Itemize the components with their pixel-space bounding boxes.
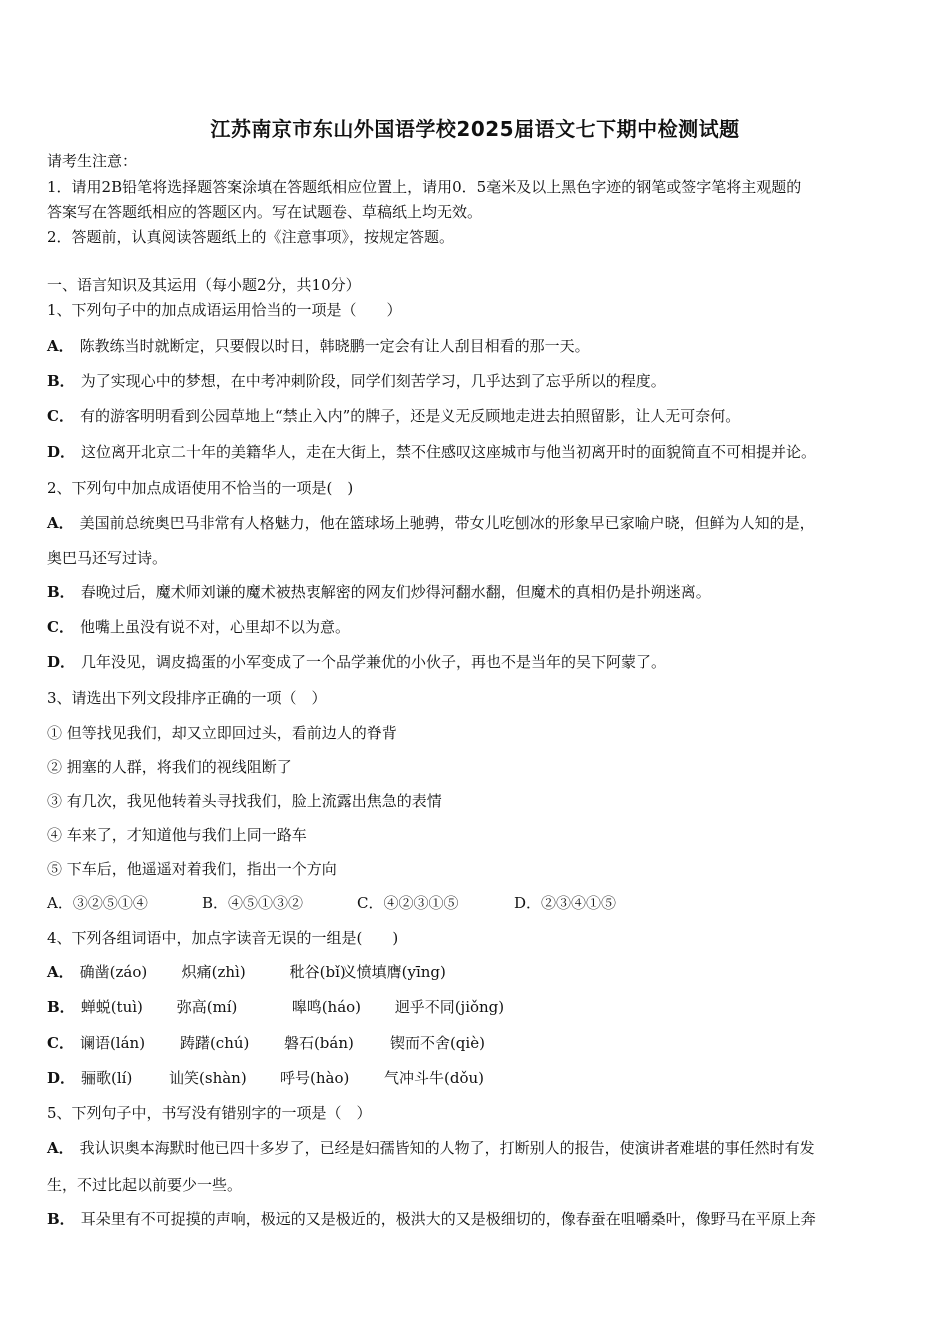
option-letter: A．: [47, 963, 74, 981]
notice-item-1-cont: 答案写在答题纸相应的答题区内。写在试题卷、草稿纸上均无效。: [47, 203, 483, 221]
option-letter: A．: [47, 1139, 74, 1157]
page-title: 江苏南京市东山外国语学校2025届语文七下期中检测试题: [210, 117, 740, 141]
option-b: B．④⑤①③②: [202, 894, 304, 912]
section-heading: 一、语言知识及其运用（每小题2分，共10分）: [47, 276, 361, 294]
option-text: 耳朵里有不可捉摸的声响，极远的又是极近的，极洪大的又是极细切的，像春蚕在咀嚼桑叶，像野马在平原上奔: [80, 1210, 816, 1228]
word: 讪笑(shàn): [169, 1069, 247, 1087]
question-1-option-b: [47, 371, 666, 391]
question-1-option-d: [47, 442, 816, 462]
word: 秕谷(bǐ): [289, 963, 346, 981]
question-4-option-c: [47, 1033, 485, 1053]
option-text: 他嘴上虽没有说不对，心里却不以为意。: [79, 618, 350, 636]
option-letter: B．: [47, 372, 75, 390]
sentence-4: ④ 车来了，才知道他与我们上同一路车: [47, 826, 307, 844]
word: 嗥鸣(háo): [291, 998, 362, 1016]
option-text: 我认识奥本海默时他已四十多岁了，已经是妇孺皆知的人物了，打断别人的报告，使演讲者难堪的事任然时有发: [79, 1139, 815, 1157]
option-letter: D．: [47, 653, 76, 671]
option-letter: C．: [47, 618, 74, 636]
question-2-option-a-cont: 奥巴马还写过诗。: [47, 549, 168, 567]
option-letter: D．: [47, 443, 76, 461]
word: 锲而不舍(qiè): [389, 1034, 485, 1052]
word: 谰语(lán): [79, 1034, 146, 1052]
question-2-option-d: [47, 652, 666, 672]
word: 气冲斗牛(dǒu): [384, 1069, 485, 1087]
sentence-3: ③ 有几次，我见他转着头寻找我们，脸上流露出焦急的表情: [47, 792, 442, 810]
notice-item-1: 1．请用2B铅笔将选择题答案涂填在答题纸相应位置上，请用0．5毫米及以上黑色字迹的钢笔或签字笔将主观题的: [47, 178, 802, 196]
question-4-option-b: [47, 997, 504, 1017]
question-2-option-c: [47, 617, 350, 637]
option-d: D．②③④①⑤: [514, 894, 617, 912]
sentence-1: ① 但等找见我们，却又立即回过头，看前边人的脊背: [47, 724, 397, 742]
word: 踌躇(chú): [179, 1034, 250, 1052]
question-1-option-a: [47, 336, 590, 356]
word: 弥高(mí): [176, 998, 238, 1016]
question-4-option-a: [47, 962, 446, 982]
sentence-5: ⑤ 下车后，他遥遥对着我们，指出一个方向: [47, 860, 337, 878]
word: 骊歌(lí): [81, 1069, 133, 1087]
question-5-option-b: [47, 1209, 816, 1229]
option-letter: B．: [47, 998, 75, 1016]
option-letter: B．: [47, 1210, 75, 1228]
option-c: C．④②③①⑤: [357, 894, 459, 912]
option-letter: A．: [47, 514, 74, 532]
option-text: 几年没见，调皮捣蛋的小军变成了一个品学兼优的小伙子，再也不是当年的吴下阿蒙了。: [81, 653, 667, 671]
question-4-stem: 4、下列各组词语中，加点字读音无误的一组是( ): [47, 929, 399, 947]
option-a: A．③②⑤①④: [47, 894, 148, 912]
option-text: 春晚过后，魔术师刘谦的魔术被热衷解密的网友们炒得河翻水翻，但魔术的真相仍是扑朔迷离。: [80, 583, 711, 601]
question-2-option-a: [47, 513, 815, 533]
word: 炽痛(zhì): [181, 963, 246, 981]
notice-item-2: 2．答题前，认真阅读答题纸上的《注意事项》，按规定答题。: [47, 228, 455, 246]
option-letter: C．: [47, 407, 74, 425]
question-5-option-a: [47, 1138, 815, 1158]
option-letter: C．: [47, 1034, 74, 1052]
word: 蝉蜕(tuì): [80, 998, 143, 1016]
word: 义愤填膺(yīng): [341, 963, 446, 981]
option-letter: B．: [47, 583, 75, 601]
question-2-stem: 2、下列句中加点成语使用不恰当的一项是( ): [47, 479, 354, 497]
question-2-option-b: [47, 582, 711, 602]
question-3-stem: 3、请选出下列文段排序正确的一项（ ）: [47, 689, 327, 707]
word: 确凿(záo): [79, 963, 148, 981]
question-5-option-a-cont: 生，不过比起以前要少一些。: [47, 1176, 243, 1194]
question-5-stem: 5、下列句子中，书写没有错别字的一项是（ ）: [47, 1104, 372, 1122]
option-text: 有的游客明明看到公园草地上“禁止入内”的牌子，还是义无反顾地走进去拍照留影，让人无可奈何。: [79, 407, 741, 425]
option-text: 为了实现心中的梦想，在中考冲刺阶段，同学们刻苦学习，几乎达到了忘乎所以的程度。: [80, 372, 666, 390]
sentence-2: ② 拥塞的人群，将我们的视线阻断了: [47, 758, 292, 776]
option-text: 陈教练当时就断定，只要假以时日，韩晓鹏一定会有让人刮目相看的那一天。: [79, 337, 590, 355]
word: 磐石(bán): [283, 1034, 354, 1052]
notice-heading: 请考生注意：: [47, 152, 138, 170]
option-text: 美国前总统奥巴马非常有人格魅力，他在篮球场上驰骋，带女儿吃刨冰的形象早已家喻户晓，但鲜为人知的是，: [79, 514, 815, 532]
question-4-option-d: [47, 1068, 484, 1088]
question-1-option-c: [47, 406, 740, 426]
word: 迥乎不同(jiǒng): [394, 998, 505, 1016]
option-letter: D．: [47, 1069, 76, 1087]
question-1-stem: 1、下列句子中的加点成语运用恰当的一项是（ ）: [47, 301, 402, 319]
word: 呼号(hào): [280, 1069, 350, 1087]
option-letter: A．: [47, 337, 74, 355]
question-3-options: [47, 893, 616, 913]
option-text: 这位离开北京二十年的美籍华人，走在大街上，禁不住感叹这座城市与他当初离开时的面貌简直不可相提并论。: [81, 443, 817, 461]
